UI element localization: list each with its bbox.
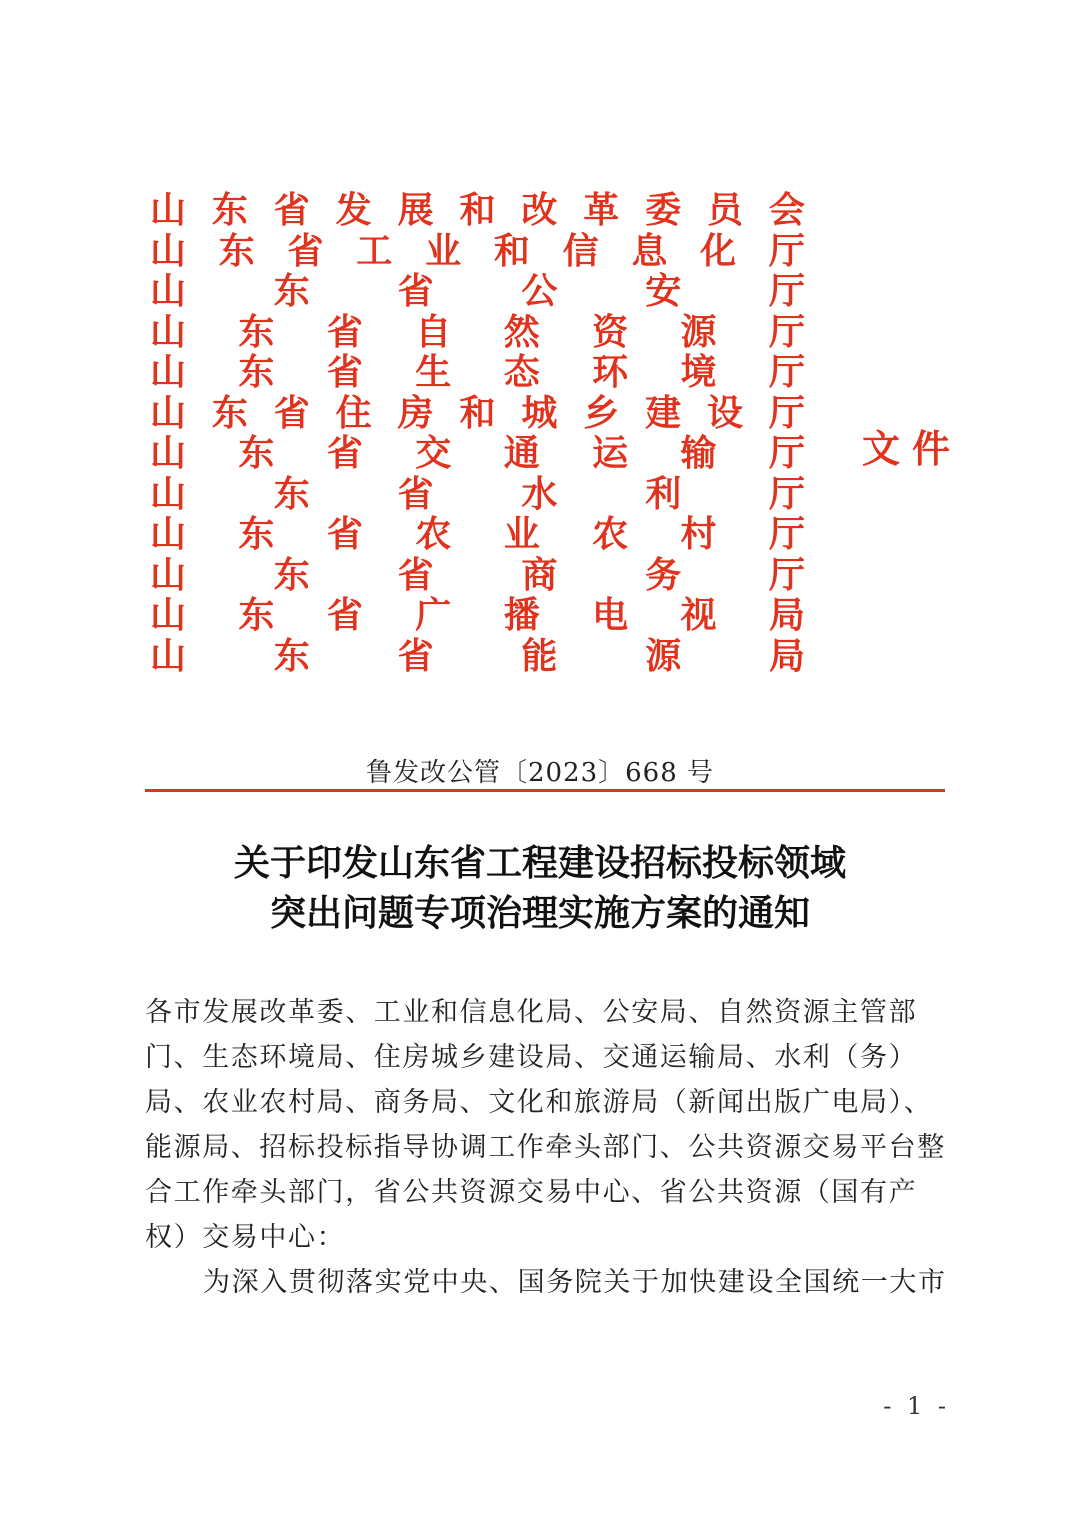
- issuer-char: 东: [211, 391, 248, 434]
- issuer-char: 资: [592, 310, 629, 353]
- issuer-char: 员: [707, 189, 744, 232]
- issuer-char: 省: [397, 553, 434, 596]
- issuer-row: [150, 190, 805, 231]
- issuer-char: 能: [521, 634, 558, 677]
- issuer-char: 息: [631, 229, 668, 272]
- issuer-char: 务: [645, 553, 682, 596]
- issuer-char: 山: [150, 513, 187, 556]
- issuer-char: 省: [273, 391, 310, 434]
- issuer-char: 农: [415, 513, 452, 556]
- issuer-row: [150, 231, 805, 272]
- issuer-char: 东: [211, 189, 248, 232]
- title-line-2: 突出问题专项治理实施方案的通知: [269, 892, 810, 934]
- issuer-char: 态: [503, 351, 540, 394]
- issuer-char: 委: [645, 189, 682, 232]
- issuer-char: 局: [768, 594, 805, 637]
- issuer-char: 展: [397, 189, 434, 232]
- issuer-char: 东: [273, 634, 310, 677]
- issuer-char: 源: [680, 310, 717, 353]
- issuer-char: 自: [415, 310, 452, 353]
- issuer-char: 山: [150, 432, 187, 475]
- issuer-char: 山: [150, 351, 187, 394]
- issuer-char: 输: [680, 432, 717, 475]
- issuer-char: 东: [238, 432, 275, 475]
- document-title: [0, 838, 1080, 938]
- issuer-char: 住: [335, 391, 372, 434]
- issuer-char: 农: [592, 513, 629, 556]
- issuer-char: 厅: [768, 513, 805, 556]
- issuer-char: 省: [397, 634, 434, 677]
- issuer-char: 省: [287, 229, 324, 272]
- issuer-char: 省: [326, 351, 363, 394]
- issuer-char: 省: [397, 472, 434, 515]
- issuer-char: 厅: [768, 472, 805, 515]
- issuer-char: 交: [415, 432, 452, 475]
- issuer-char: 生: [415, 351, 452, 394]
- issuer-char: 利: [645, 472, 682, 515]
- issuer-char: 山: [150, 391, 187, 434]
- issuer-row: [150, 312, 805, 353]
- issuer-char: 电: [592, 594, 629, 637]
- issuer-char: 通: [503, 432, 540, 475]
- issuer-char: 省: [397, 270, 434, 313]
- issuer-char: 山: [150, 229, 187, 272]
- body-paragraph-1: 为深入贯彻落实党中央、国务院关于加快建设全国统一大市: [203, 1267, 947, 1298]
- issuer-char: 境: [680, 351, 717, 394]
- issuer-char: 厅: [768, 391, 805, 434]
- issuer-char: 建: [645, 391, 682, 434]
- issuer-char: 省: [326, 432, 363, 475]
- issuer-char: 厅: [768, 351, 805, 394]
- red-divider: [145, 789, 945, 792]
- issuer-char: 革: [583, 189, 620, 232]
- issuer-char: 信: [562, 229, 599, 272]
- issuer-row: [150, 514, 805, 555]
- issuer-row: [150, 393, 805, 434]
- issuer-header: [150, 190, 805, 676]
- issuer-row: [150, 433, 805, 474]
- issuer-char: 会: [768, 189, 805, 232]
- issuer-char: 视: [680, 594, 717, 637]
- issuer-char: 然: [503, 310, 540, 353]
- issuer-row: [150, 271, 805, 312]
- issuer-char: 公: [521, 270, 558, 313]
- issuer-char: 山: [150, 594, 187, 637]
- issuer-char: 厅: [768, 432, 805, 475]
- issuer-char: 工: [356, 229, 393, 272]
- document-body: [145, 990, 947, 1305]
- issuer-char: 东: [218, 229, 255, 272]
- issuer-row: [150, 595, 805, 636]
- issuer-char: 山: [150, 634, 187, 677]
- issuer-char: 和: [493, 229, 530, 272]
- issuer-char: 厅: [768, 553, 805, 596]
- page-number: - 1 -: [883, 1392, 950, 1420]
- issuer-char: 山: [150, 310, 187, 353]
- document-suffix: 文件: [862, 426, 963, 471]
- issuer-char: 运: [592, 432, 629, 475]
- issuer-char: 东: [238, 594, 275, 637]
- issuer-char: 东: [238, 351, 275, 394]
- issuer-char: 乡: [583, 391, 620, 434]
- issuer-char: 和: [459, 391, 496, 434]
- issuer-char: 和: [459, 189, 496, 232]
- issuer-char: 播: [503, 594, 540, 637]
- issuer-char: 厅: [768, 310, 805, 353]
- document-number: 鲁发改公管〔2023〕668 号: [365, 758, 715, 788]
- issuer-char: 山: [150, 472, 187, 515]
- issuer-char: 安: [645, 270, 682, 313]
- issuer-char: 省: [326, 513, 363, 556]
- issuer-char: 省: [326, 594, 363, 637]
- issuer-char: 东: [273, 270, 310, 313]
- issuer-char: 水: [521, 472, 558, 515]
- issuer-char: 厅: [768, 270, 805, 313]
- issuer-row: [150, 636, 805, 677]
- issuer-char: 省: [326, 310, 363, 353]
- issuer-char: 东: [238, 310, 275, 353]
- issuer-char: 广: [415, 594, 452, 637]
- issuer-row: [150, 555, 805, 596]
- issuer-char: 山: [150, 189, 187, 232]
- issuer-char: 改: [521, 189, 558, 232]
- issuer-row: [150, 474, 805, 515]
- issuer-char: 城: [521, 391, 558, 434]
- issuer-char: 山: [150, 270, 187, 313]
- issuer-char: 东: [273, 472, 310, 515]
- issuer-char: 设: [707, 391, 744, 434]
- issuer-char: 村: [680, 513, 717, 556]
- issuer-char: 商: [521, 553, 558, 596]
- issuer-char: 东: [238, 513, 275, 556]
- issuer-char: 化: [700, 229, 737, 272]
- issuer-char: 发: [335, 189, 372, 232]
- issuer-char: 厅: [768, 229, 805, 272]
- issuer-char: 业: [425, 229, 462, 272]
- issuer-row: [150, 352, 805, 393]
- issuer-char: 源: [645, 634, 682, 677]
- issuer-char: 业: [503, 513, 540, 556]
- issuer-char: 山: [150, 553, 187, 596]
- title-line-1: 关于印发山东省工程建设招标投标领域: [233, 842, 846, 884]
- issuer-char: 省: [273, 189, 310, 232]
- issuer-char: 房: [397, 391, 434, 434]
- issuer-char: 局: [768, 634, 805, 677]
- recipients-paragraph: 各市发展改革委、工业和信息化局、公安局、自然资源主管部门、生态环境局、住房城乡建设局、交通运输局、水利（务）局、农业农村局、商务局、文化和旅游局（新闻出版广电局）、能源局、招标投标指导协调工作牵头部门、公共资源交易平台整合工作牵头部门，省公共资源交易中心、省公共资源（国有产权）交易中心：: [145, 997, 946, 1253]
- issuer-char: 环: [592, 351, 629, 394]
- issuer-char: 东: [273, 553, 310, 596]
